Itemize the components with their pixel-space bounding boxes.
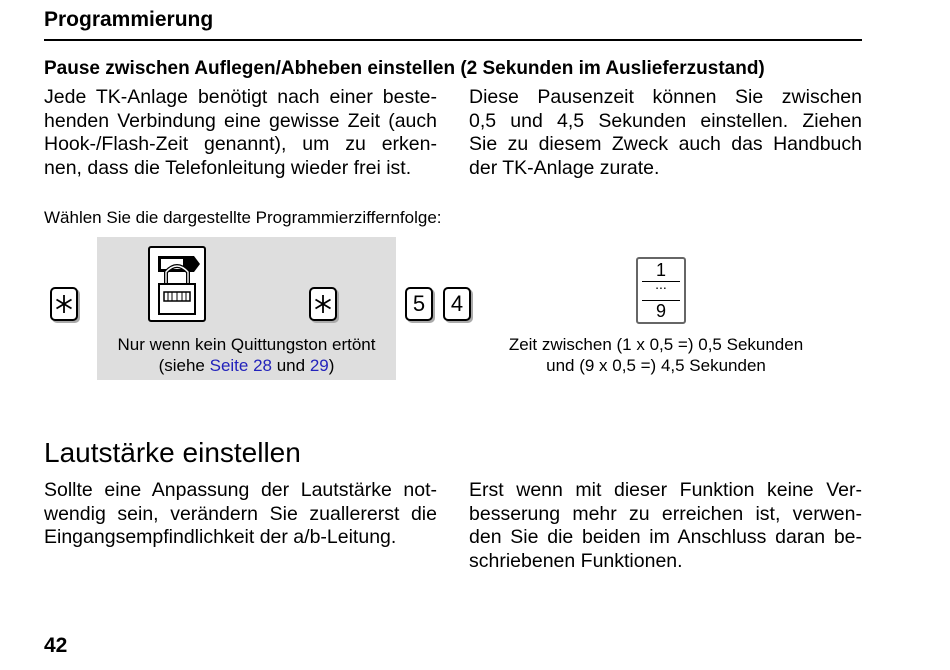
note-text: (siehe (158, 356, 210, 375)
paragraph-line: wendig sein, verändern Sie zuallererst die (44, 502, 437, 525)
section2-right-paragraph (469, 479, 862, 574)
header-divider (44, 39, 862, 41)
digit-range-box (636, 257, 686, 324)
page-link-28[interactable]: Seite 28 (209, 356, 272, 375)
note-text: und (272, 356, 310, 375)
star-key (50, 287, 78, 321)
range-end-digit: 9 (655, 301, 666, 321)
paragraph-line: nen, dass die Telefonleitung wieder frei ist. (44, 157, 412, 180)
paragraph-line: Eingangsempfindlichkeit der a/b-Leitung. (44, 526, 397, 549)
note-text: ) (328, 356, 335, 375)
star-key (309, 287, 337, 321)
page-link-29[interactable]: 29 (309, 356, 329, 375)
paragraph-line: Erst wenn mit dieser Funktion keine Ver- (469, 479, 862, 501)
section2-left-paragraph (44, 479, 437, 550)
caption-line-2: und (9 x 0,5 =) 4,5 Sekunden (546, 356, 766, 375)
section1-left-paragraph (44, 86, 437, 181)
digit-key-4: 4 (443, 287, 471, 321)
paragraph-line: 0,5 und 4,5 Sekunden einstellen. Ziehen (469, 109, 862, 132)
paragraph-line: Diese Pausenzeit können Sie zwischen (469, 86, 862, 108)
page-number: 42 (44, 634, 68, 657)
header-title: Programmierung (44, 8, 214, 31)
paragraph-line: Hook-/Flash-Zeit genannt), um zu erken- (44, 133, 437, 156)
digit-key-5: 5 (405, 287, 433, 321)
caption-line-1: Zeit zwischen (1 x 0,5 =) 0,5 Sekunden (508, 335, 804, 354)
paragraph-line: Sollte eine Anpassung der Lautstärke not- (44, 479, 437, 501)
paragraph-line: Sie zu diesem Zweck auch das Handbuch (469, 133, 862, 156)
section-heading: Lautstärke einstellen (44, 437, 301, 468)
paragraph-line: Jede TK-Anlage benötigt nach einer beste- (44, 86, 437, 108)
lock-key-icon (148, 246, 206, 322)
section-subheading: Pause zwischen Auflegen/Abheben einstellen (2 Sekunden im Auslieferzustand) (44, 58, 765, 79)
range-ellipsis: ... (655, 276, 667, 292)
range-start-digit: 1 (655, 260, 666, 280)
paragraph-line: den Sie die beiden im Anschluss daran be- (469, 526, 862, 549)
section1-right-paragraph (469, 86, 862, 181)
asterisk-icon (314, 294, 332, 314)
instruction-text: Wählen Sie die dargestellte Programmierziffernfolge: (44, 208, 442, 227)
note-line-1: Nur wenn kein Quittungston ertönt (117, 335, 376, 354)
paragraph-line: der TK-Anlage zurate. (469, 157, 660, 180)
note-reference (97, 355, 396, 376)
asterisk-icon (55, 294, 73, 314)
paragraph-line: henden Verbindung eine gewisse Zeit (auch (44, 109, 437, 132)
paragraph-line: schriebenen Funktionen. (469, 550, 683, 573)
paragraph-line: besserung mehr zu erreichen ist, verwen- (469, 502, 862, 525)
